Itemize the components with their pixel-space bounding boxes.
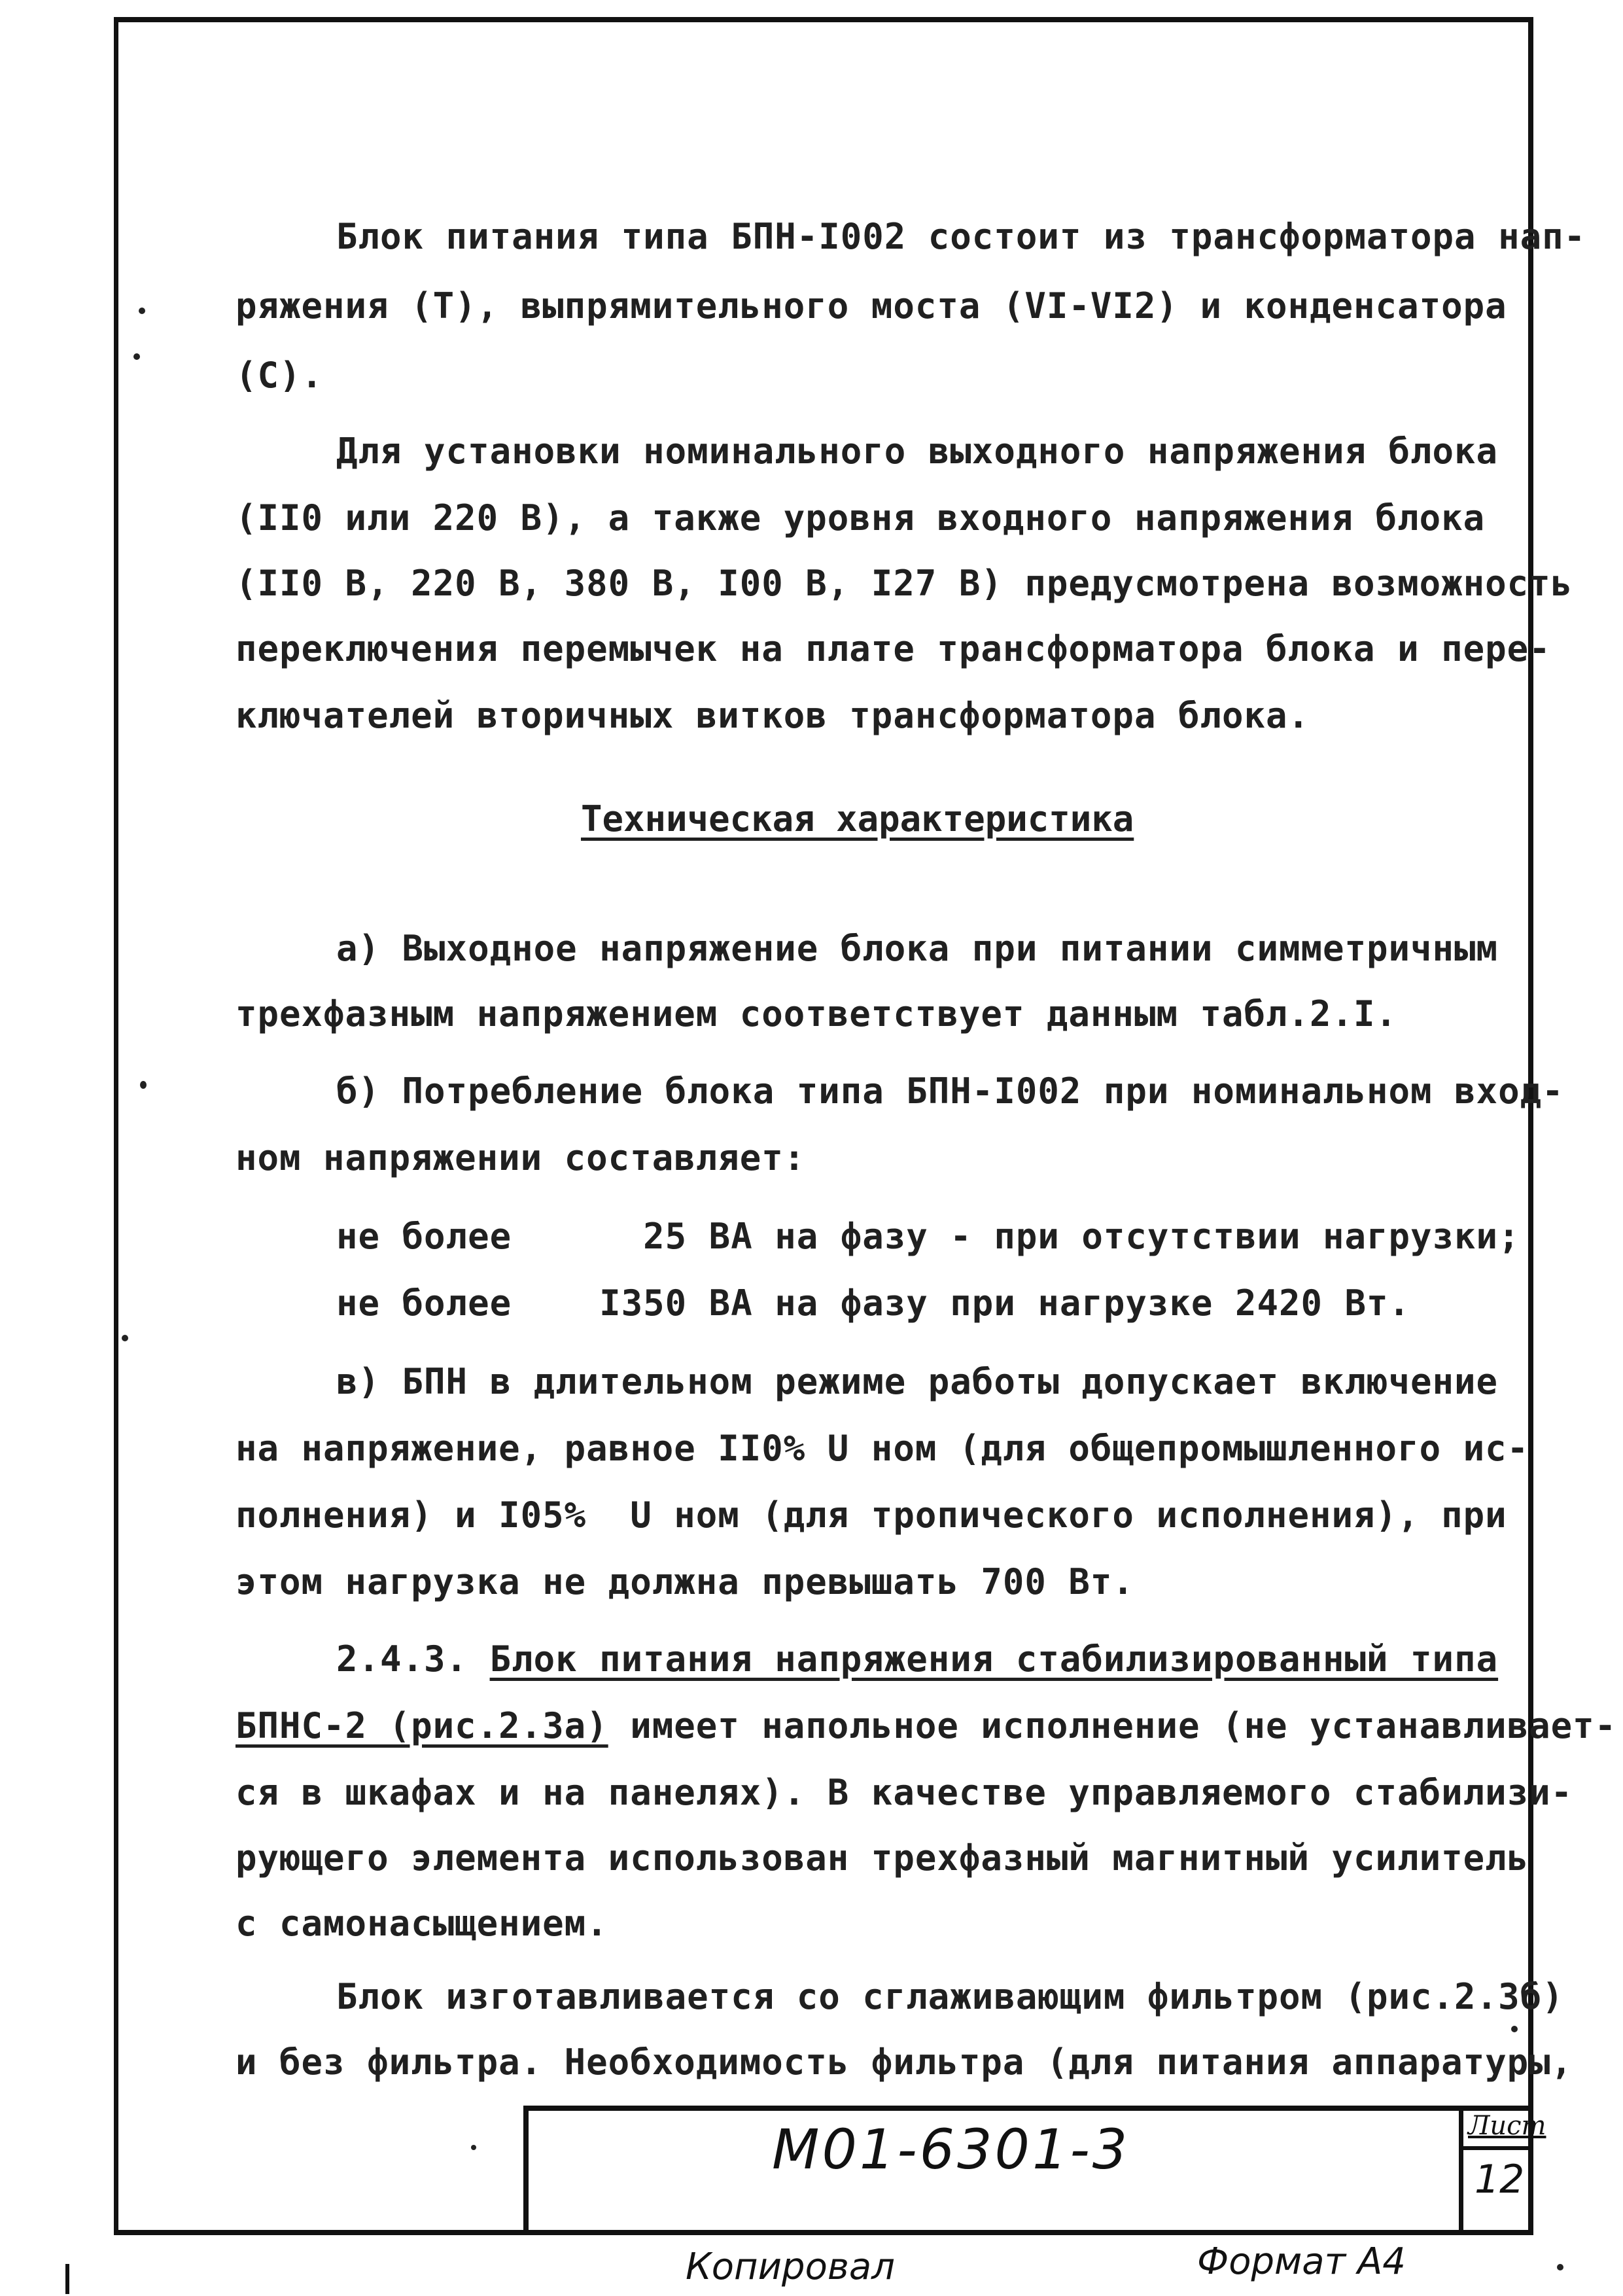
- paragraph2-line4: переключения перемычек на плате трансформатора блока и пере-: [236, 628, 1551, 669]
- paragraph1-line1: Блок питания типа БПН-I002 состоит из трансформатора нап-: [336, 216, 1586, 257]
- paragraph2-line5: ключателей вторичных витков трансформатора блока.: [236, 695, 1310, 736]
- section-243-line3: ся в шкафах и на панелях). В качестве управляемого стабилизи-: [236, 1772, 1573, 1813]
- section-heading: Техническая характеристика: [581, 798, 1134, 839]
- item-a-line2: трехфазным напряжением соответствует данным табл.2.I.: [236, 993, 1398, 1034]
- last-paragraph-line2: и без фильтра. Необходимость фильтра (для питания аппаратуры,: [236, 2041, 1573, 2083]
- consumption-line2: не более I350 ВА на фазу при нагрузке 2420 Вт.: [336, 1282, 1411, 1324]
- section-243-line5: с самонасыщением.: [236, 1903, 608, 1944]
- item-c-line3: полнения) и I05% U ном (для тропического исполнения), при: [236, 1494, 1507, 1536]
- scan-mark: [65, 2264, 69, 2294]
- document-code: М01-6301-3: [772, 2117, 1130, 2181]
- sheet-number: 12: [1475, 2157, 1525, 2202]
- footer-format: Формат А4: [1197, 2240, 1406, 2283]
- scan-speck: [139, 308, 145, 314]
- section-title-part2: БПНС-2 (рис.2.3а): [236, 1705, 608, 1746]
- paragraph1-line2: ряжения (Т), выпрямительного моста (VI-VI2) и конденсатора: [236, 285, 1507, 327]
- paragraph2-line3: (II0 В, 220 В, 380 В, I00 В, I27 В) предусмотрена возможность: [236, 563, 1573, 604]
- sheet-label: Лист: [1468, 2111, 1546, 2141]
- scan-speck: [1557, 2264, 1563, 2270]
- item-c-line4: этом нагрузка не должна превышать 700 Вт.: [236, 1561, 1134, 1602]
- scan-speck: [122, 1335, 128, 1341]
- scan-speck: [471, 2145, 476, 2150]
- scan-speck: [1511, 2026, 1518, 2032]
- item-c-line1: в) БПН в длительном режиме работы допускает включение: [336, 1361, 1499, 1402]
- paragraph2-line1: Для установки номинального выходного напряжения блока: [336, 431, 1499, 472]
- section-rest-line1: имеет напольное исполнение (не устанавливает-: [608, 1705, 1617, 1746]
- item-c-line2: на напряжение, равное II0% U ном (для общепромышленного ис-: [236, 1428, 1529, 1469]
- section-243-line2: [236, 1705, 1616, 1747]
- item-a-line1: а) Выходное напряжение блока при питании симметричным: [336, 928, 1499, 969]
- item-b-line1: б) Потребление блока типа БПН-I002 при номинальном вход-: [336, 1070, 1564, 1112]
- sheet-cell-divider: [1459, 2146, 1533, 2150]
- paragraph2-line2: (II0 или 220 В), а также уровня входного напряжения блока: [236, 497, 1486, 539]
- scan-speck: [133, 353, 140, 360]
- paragraph1-line3: (С).: [236, 355, 324, 396]
- scan-speck: [140, 1081, 147, 1089]
- section-243-line1: [336, 1638, 1498, 1680]
- section-title-part1: Блок питания напряжения стабилизированный типа: [489, 1638, 1499, 1680]
- item-b-line2: ном напряжении составляет:: [236, 1137, 806, 1178]
- consumption-line1: не более 25 ВА на фазу - при отсутствии нагрузки;: [336, 1216, 1520, 1257]
- footer-copied: Копировал: [686, 2246, 895, 2288]
- last-paragraph-line1: Блок изготавливается со сглаживающим фильтром (рис.2.3б): [336, 1976, 1564, 2017]
- section-number: 2.4.3.: [336, 1638, 468, 1680]
- section-243-line4: рующего элемента использован трехфазный магнитный усилитель: [236, 1837, 1529, 1879]
